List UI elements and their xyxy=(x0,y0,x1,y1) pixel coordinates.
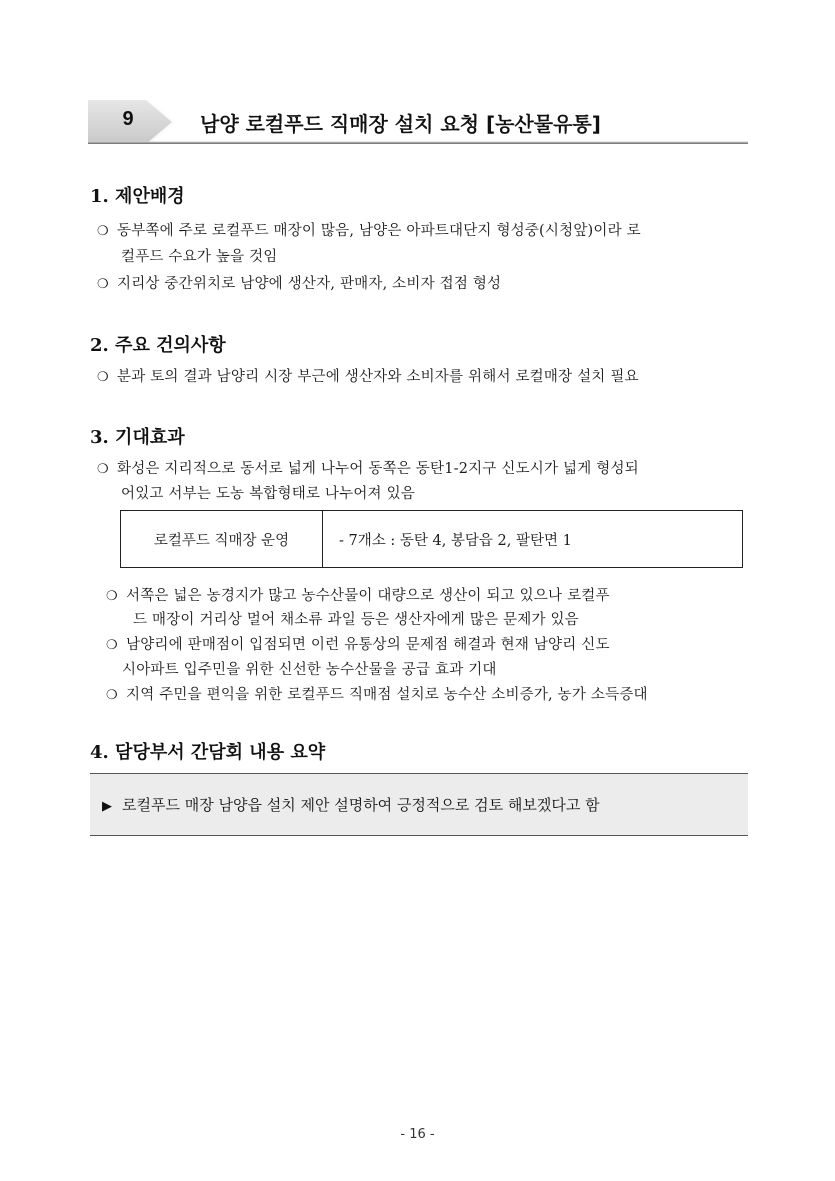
circle-bullet-icon: ❍ xyxy=(106,688,118,703)
bullet-item xyxy=(106,683,648,704)
title-number: 9 xyxy=(122,108,134,130)
bullet-text-continuation: 시아파트 입주민을 위한 신선한 농수산물을 공급 효과 기대 xyxy=(122,662,497,678)
section-heading-3: 3. 기대효과 xyxy=(90,427,185,448)
bullet-item xyxy=(97,272,501,293)
table-value-cell: - 7개소 : 동탄 4, 봉담읍 2, 팔탄면 1 xyxy=(339,532,572,549)
section-heading-1: 1. 제안배경 xyxy=(90,186,185,207)
circle-bullet-icon: ❍ xyxy=(97,370,109,385)
bullet-text: 남양리에 판매점이 입점되면 이런 유통상의 문제점 해결과 현재 남양리 신도 xyxy=(126,637,610,653)
circle-bullet-icon: ❍ xyxy=(106,638,118,653)
bullet-item xyxy=(97,365,639,386)
circle-bullet-icon: ❍ xyxy=(97,462,109,477)
info-table xyxy=(120,510,743,568)
bullet-text-continuation: 컬푸드 수요가 높을 것임 xyxy=(121,249,278,265)
bullet-text-continuation: 어있고 서부는 도농 복합형태로 나누어져 있음 xyxy=(121,486,415,502)
bullet-text: 서쪽은 넓은 농경지가 많고 농수산물이 대량으로 생산이 되고 있으나 로컬푸 xyxy=(126,588,610,604)
bullet-item xyxy=(106,584,610,605)
circle-bullet-icon: ❍ xyxy=(97,224,109,239)
triangle-right-icon: ▶ xyxy=(102,799,112,814)
bullet-item xyxy=(97,219,641,240)
page-title: 남양 로컬푸드 직매장 설치 요청 [농산물유통] xyxy=(200,112,601,136)
page-number: - 16 - xyxy=(400,1127,435,1142)
bullet-text: 지역 주민을 편익을 위한 로컬푸드 직매점 설치로 농수산 소비증가, 농가 소득증대 xyxy=(126,687,648,703)
bullet-text: 지리상 중간위치로 남양에 생산자, 판매자, 소비자 접점 형성 xyxy=(117,276,502,292)
title-band xyxy=(88,100,748,144)
summary-line xyxy=(102,794,600,815)
summary-box xyxy=(90,773,748,836)
summary-text: 로컬푸드 매장 남양읍 설치 제안 설명하여 긍정적으로 검토 해보겠다고 함 xyxy=(122,796,600,814)
table-label-cell: 로컬푸드 직매장 운영 xyxy=(121,511,323,567)
section-heading-2: 2. 주요 건의사항 xyxy=(90,335,226,356)
section-heading-4: 4. 담당부서 간담회 내용 요약 xyxy=(90,742,326,763)
bullet-text: 동부쪽에 주로 로컬푸드 매장이 많음, 남양은 아파트대단지 형성중(시청앞)이라 로 xyxy=(117,223,641,239)
circle-bullet-icon: ❍ xyxy=(97,277,109,292)
bullet-text: 화성은 지리적으로 동서로 넓게 나누어 동쪽은 동탄1-2지구 신도시가 넓게 형성되 xyxy=(117,461,639,477)
bullet-item xyxy=(106,633,610,654)
bullet-text: 분과 토의 결과 남양리 시장 부근에 생산자와 소비자를 위해서 로컬매장 설치 필요 xyxy=(117,369,639,385)
bullet-item xyxy=(97,457,639,478)
circle-bullet-icon: ❍ xyxy=(106,589,118,604)
bullet-text-continuation: 드 매장이 거리상 멀어 채소류 과일 등은 생산자에게 많은 문제가 있음 xyxy=(133,612,579,628)
